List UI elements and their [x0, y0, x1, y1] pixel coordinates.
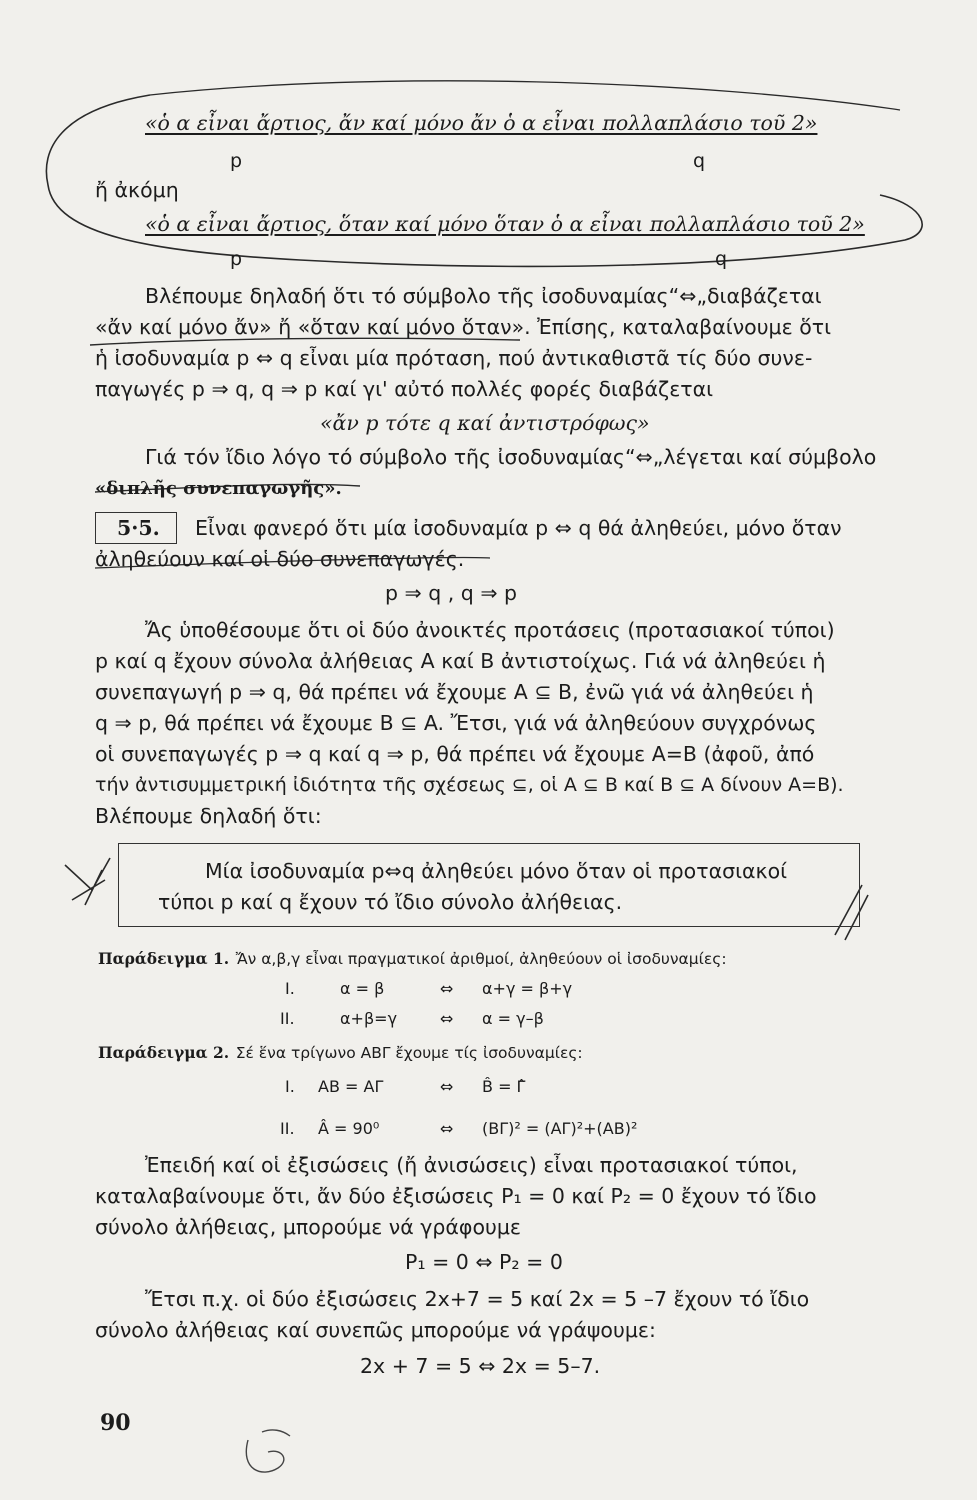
paragraph-line: Ἄς ὑποθέσουμε ὅτι οἱ δύο ἀνοικτές προτάσεις (προτασιακοί τύποι)	[145, 618, 835, 642]
example-heading	[98, 944, 727, 972]
item-label: I.	[285, 979, 295, 998]
formula: 2x + 7 = 5 ⇔ 2x = 5–7.	[360, 1354, 601, 1378]
paragraph-line: Ἐπειδή καί οἱ ἐξισώσεις (ἤ ἀνισώσεις) εἶναι προτασιακοί τύποι,	[145, 1153, 798, 1177]
section-label: 5·5.	[117, 516, 160, 540]
paragraph-line: καταλαβαίνουμε ὅτι, ἄν δύο ἐξισώσεις P₁ = 0 καί P₂ = 0 ἔχουν τό ἴδιο	[95, 1184, 817, 1208]
item-label: I.	[285, 1077, 295, 1096]
paragraph-line: οἱ συνεπαγωγές p ⇒ q καί q ⇒ p, θά πρέπει νά ἔχουμε A=B (ἀφοῦ, ἀπό	[95, 742, 815, 766]
item-right: (ΒΓ)² = (ΑΓ)²+(ΑΒ)²	[482, 1119, 638, 1138]
paragraph-line: p καί q ἔχουν σύνολα ἀλήθειας A καί B ἀντιστοίχως. Γιά νά ἀληθεύει ἡ	[95, 649, 826, 673]
paragraph-line: Γιά τόν ἴδιο λόγο τό σύμβολο τῆς ἰσοδυναμίας“⇔„λέγεται καί σύμβολο	[145, 445, 877, 469]
item-left: α+β=γ	[340, 1009, 398, 1028]
item-arrow: ⇔	[440, 1009, 454, 1028]
statement-1: «ὁ α εἶναι ἄρτιος, ἄν καί μόνο ἄν ὁ α εἶναι πολλαπλάσιο τοῦ 2»	[145, 111, 818, 135]
example-intro: Σέ ἕνα τρίγωνο ΑΒΓ ἔχουμε τίς ἰσοδυναμίες:	[235, 1044, 583, 1062]
label-p: p	[230, 248, 243, 270]
paragraph-line: σύνολο ἀλήθειας, μπορούμε νά γράφουμε	[95, 1215, 521, 1239]
paragraph-line: Ἔτσι π.χ. οἱ δύο ἐξισώσεις 2x+7 = 5 καί 2x = 5 –7 ἔχουν τό ἴδιο	[145, 1287, 810, 1311]
item-right: α+γ = β+γ	[482, 979, 573, 998]
paragraph-line: «ἄν καί μόνο ἄν» ἤ «ὅταν καί μόνο ὅταν». Ἐπίσης, καταλαβαίνουμε ὅτι	[95, 315, 832, 339]
paragraph-line: συνεπαγωγή p ⇒ q, θά πρέπει νά ἔχουμε A ⊆ B, ἐνῶ γιά νά ἀληθεύει ἡ	[95, 680, 814, 704]
quoted-reading: «ἄν p τότε q καί ἀντιστρόφως»	[320, 411, 650, 435]
label-q: q	[693, 150, 706, 172]
example-title: Παράδειγμα 2.	[98, 1043, 230, 1062]
paragraph-line: τήν ἀντισυμμετρική ἰδιότητα τῆς σχέσεως ⊆, οἱ A ⊆ B καί B ⊆ A δίνουν A=B).	[95, 774, 844, 796]
item-arrow: ⇔	[440, 979, 454, 998]
theorem-line: τύποι p καί q ἔχουν τό ἴδιο σύνολο ἀλήθειας.	[158, 890, 623, 914]
example-intro: Ἄν α,β,γ εἶναι πραγματικοί ἀριθμοί, ἀληθεύουν οἱ ἰσοδυναμίες:	[235, 950, 727, 968]
label-q: q	[715, 248, 728, 270]
example-title: Παράδειγμα 1.	[98, 949, 230, 968]
page-number: 90	[100, 1410, 131, 1436]
statement-2: «ὁ α εἶναι ἄρτιος, ὅταν καί μόνο ὅταν ὁ α εἶναι πολλαπλάσιο τοῦ 2»	[145, 212, 865, 236]
formula: p ⇒ q , q ⇒ p	[385, 581, 518, 605]
item-label: II.	[280, 1119, 295, 1138]
hand-drawn-arc	[150, 81, 900, 110]
paragraph-line: q ⇒ p, θά πρέπει νά ἔχουμε B ⊆ A. Ἔτσι, γιά νά ἀληθεύουν συγχρόνως	[95, 711, 817, 735]
item-arrow: ⇔	[440, 1119, 454, 1138]
scribble-mark	[246, 1430, 290, 1472]
label-p: p	[230, 150, 243, 172]
item-right: α = γ–β	[482, 1009, 544, 1028]
paragraph-line: σύνολο ἀλήθειας καί συνεπῶς μπορούμε νά γράψουμε:	[95, 1318, 656, 1342]
example-heading	[98, 1038, 583, 1066]
paragraph-line: παγωγές p ⇒ q, q ⇒ p καί γι' αὐτό πολλές φορές διαβάζεται	[95, 377, 714, 401]
section-text: ἀληθεύουν καί οἱ δύο συνεπαγωγές.	[95, 547, 465, 571]
item-label: II.	[280, 1009, 295, 1028]
paragraph-line: Βλέπουμε δηλαδή ὅτι:	[95, 804, 322, 828]
section-text: Εἶναι φανερό ὅτι μία ἰσοδυναμία p ⇔ q θά ἀληθεύει, μόνο ὅταν	[195, 516, 842, 540]
paragraph-line: Βλέπουμε δηλαδή ὅτι τό σύμβολο τῆς ἰσοδυναμίας“⇔„διαβάζεται	[145, 284, 822, 308]
paragraph-line: «διπλῆς συνεπαγωγῆς».	[95, 478, 342, 499]
item-left: Â = 90⁰	[318, 1119, 380, 1138]
theorem-line: Μία ἰσοδυναμία p⇔q ἀληθεύει μόνο ὅταν οἱ προτασιακοί	[205, 859, 788, 883]
item-left: α = β	[340, 979, 385, 998]
formula: P₁ = 0 ⇔ P₂ = 0	[405, 1250, 563, 1274]
connector-text: ἤ ἀκόμη	[95, 178, 179, 202]
item-left: ΑΒ = ΑΓ	[318, 1077, 384, 1096]
item-arrow: ⇔	[440, 1077, 454, 1096]
paragraph-line: ἡ ἰσοδυναμία p ⇔ q εἶναι μία πρόταση, πού ἀντικαθιστᾶ τίς δύο συνε-	[95, 346, 813, 370]
item-right: B̂ = Γ̂	[482, 1077, 526, 1096]
checkmark-mark	[65, 858, 110, 905]
